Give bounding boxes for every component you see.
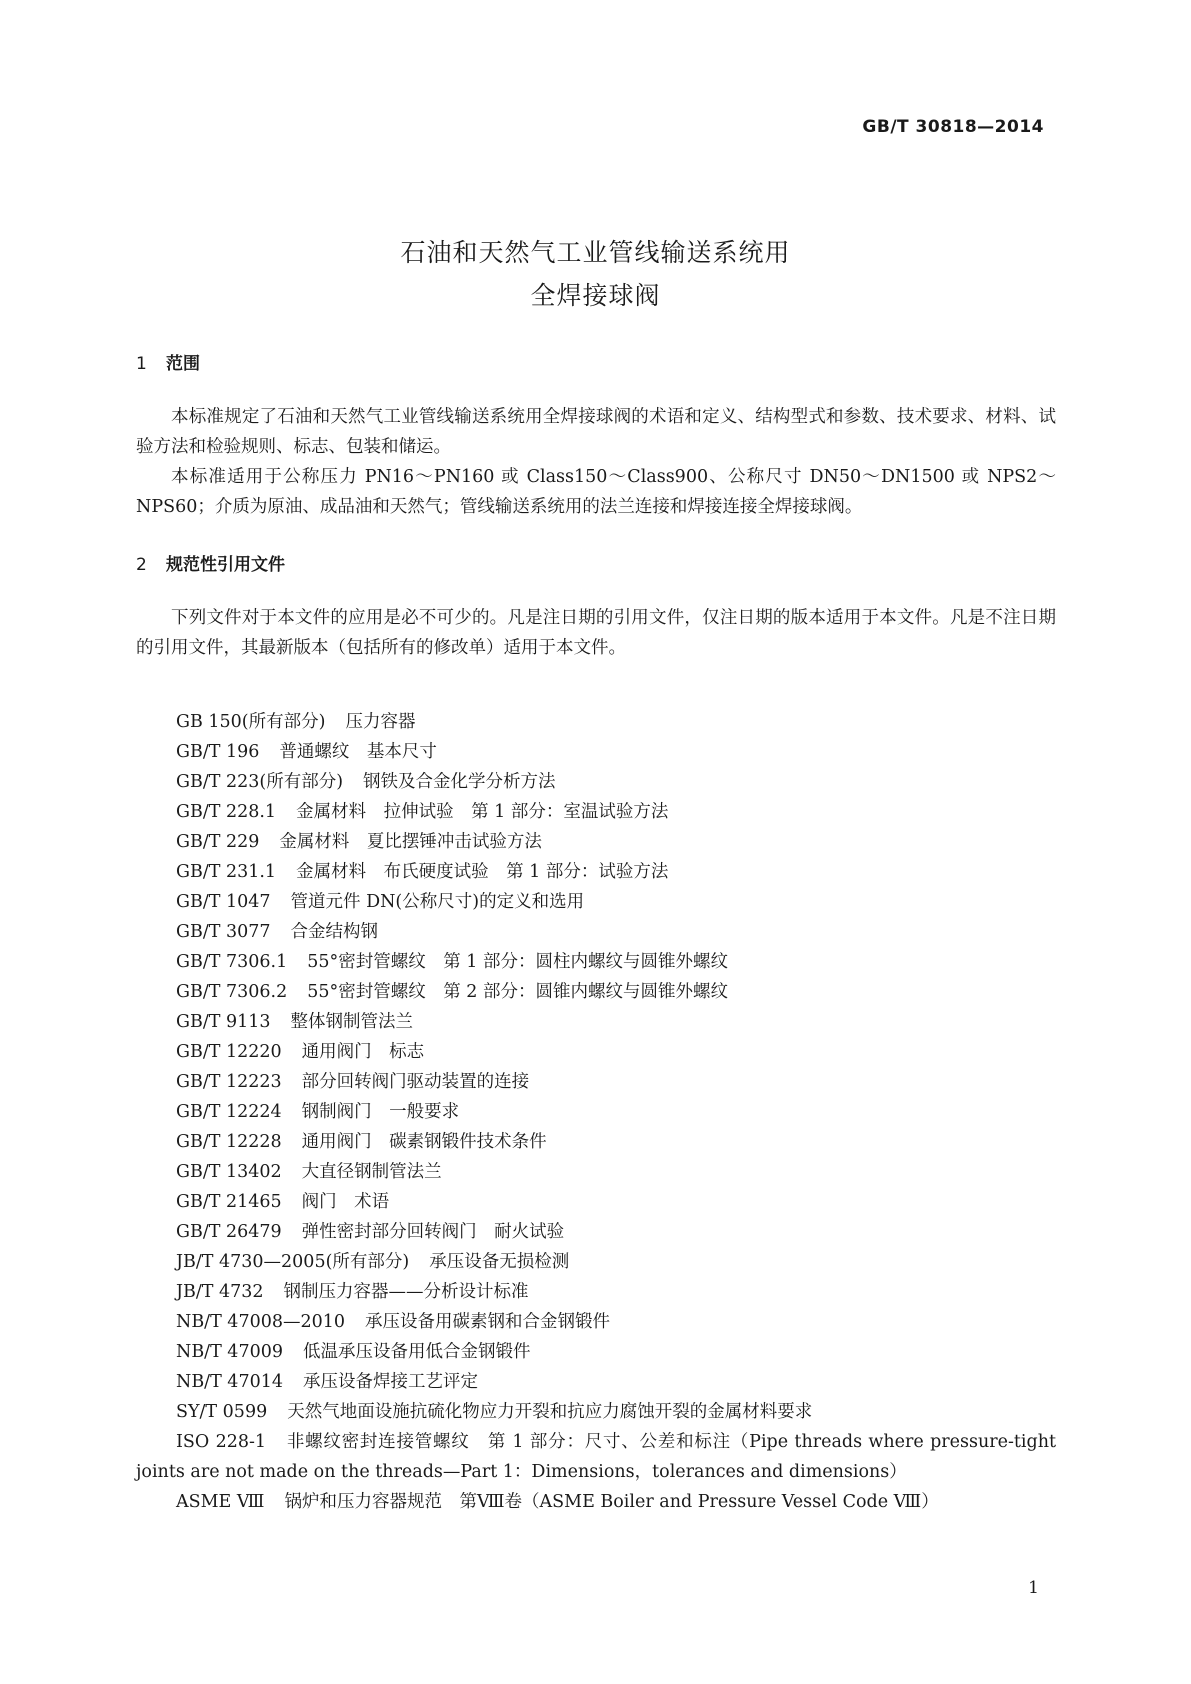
reference-title: 金属材料 拉伸试验 第 1 部分：室温试验方法 <box>296 802 669 822</box>
reference-title: 承压设备用碳素钢和合金钢锻件 <box>365 1312 611 1332</box>
reference-item <box>136 1097 1056 1127</box>
reference-item <box>136 1217 1056 1247</box>
reference-title: 钢铁及合金化学分析方法 <box>363 772 556 792</box>
reference-item <box>136 1037 1056 1067</box>
reference-code: GB/T 229 <box>176 832 260 852</box>
reference-title: 管道元件 DN(公称尺寸)的定义和选用 <box>290 892 585 912</box>
reference-item <box>136 1157 1056 1187</box>
section-2-intro: 下列文件对于本文件的应用是必不可少的。凡是注日期的引用文件，仅注日期的版本适用于本文件。凡是不注日期的引用文件，其最新版本（包括所有的修改单）适用于本文件。 <box>136 608 1056 658</box>
reference-item <box>136 797 1056 827</box>
section-2-heading <box>136 550 285 575</box>
document-title-line-2: 全焊接球阀 <box>530 281 661 310</box>
reference-code: SY/T 0599 <box>176 1402 268 1422</box>
reference-code: GB/T 223(所有部分) <box>176 772 344 792</box>
section-1-paragraph-2: 本标准适用于公称压力 PN16～PN160 或 Class150～Class900、公称尺寸 DN50～DN1500 或 NPS2～NPS60；介质为原油、成品油和天然气；管线输送系统用的法兰连接和焊接连接全焊接球阀。 <box>136 467 1056 517</box>
reference-title: 锅炉和压力容器规范 第Ⅷ卷（ASME Boiler and Pressure Vessel Code Ⅷ） <box>284 1492 939 1512</box>
reference-item <box>136 827 1056 857</box>
reference-item <box>136 1307 1056 1337</box>
section-2-title: 规范性引用文件 <box>166 555 285 575</box>
reference-title: 大直径钢制管法兰 <box>301 1162 442 1182</box>
reference-code: GB/T 21465 <box>176 1192 282 1212</box>
reference-item <box>136 887 1056 917</box>
reference-title: 阀门 术语 <box>301 1192 390 1212</box>
reference-code: GB 150(所有部分) <box>176 712 326 732</box>
normative-references-list <box>136 707 1056 1517</box>
reference-title: 天然气地面设施抗硫化物应力开裂和抗应力腐蚀开裂的金属材料要求 <box>287 1402 813 1422</box>
reference-title: 整体钢制管法兰 <box>290 1012 414 1032</box>
reference-item <box>136 1397 1056 1427</box>
reference-title: 部分回转阀门驱动装置的连接 <box>301 1072 530 1092</box>
reference-code: ASME Ⅷ <box>176 1492 265 1512</box>
reference-code: GB/T 12224 <box>176 1102 282 1122</box>
reference-title: 55°密封管螺纹 第 1 部分：圆柱内螺纹与圆锥外螺纹 <box>307 952 728 972</box>
reference-item <box>136 1487 1056 1517</box>
standard-code: GB/T 30818—2014 <box>862 117 1044 137</box>
section-1-heading <box>136 349 200 374</box>
reference-title: 弹性密封部分回转阀门 耐火试验 <box>301 1222 565 1242</box>
reference-code: JB/T 4732 <box>176 1282 264 1302</box>
document-title-line-1: 石油和天然气工业管线输送系统用 <box>400 238 791 267</box>
section-1-paragraph-1: 本标准规定了石油和天然气工业管线输送系统用全焊接球阀的术语和定义、结构型式和参数、技术要求、材料、试验方法和检验规则、标志、包装和储运。 <box>136 407 1056 457</box>
reference-title: 钢制压力容器——分析设计标准 <box>283 1282 529 1302</box>
reference-item <box>136 707 1056 737</box>
reference-title: 通用阀门 标志 <box>301 1042 425 1062</box>
reference-item <box>136 917 1056 947</box>
reference-code: NB/T 47014 <box>176 1372 283 1392</box>
reference-code: GB/T 3077 <box>176 922 271 942</box>
reference-code: GB/T 7306.1 <box>176 952 288 972</box>
reference-code: GB/T 12223 <box>176 1072 282 1092</box>
reference-code: GB/T 12220 <box>176 1042 282 1062</box>
reference-item <box>136 857 1056 887</box>
reference-code: GB/T 1047 <box>176 892 271 912</box>
reference-code: GB/T 7306.2 <box>176 982 288 1002</box>
section-2-number: 2 <box>136 555 147 575</box>
reference-item <box>136 1007 1056 1037</box>
reference-title: 55°密封管螺纹 第 2 部分：圆锥内螺纹与圆锥外螺纹 <box>307 982 728 1002</box>
section-1-number: 1 <box>136 354 147 374</box>
reference-item <box>136 1337 1056 1367</box>
reference-title: 金属材料 夏比摆锤冲击试验方法 <box>279 832 542 852</box>
page-number: 1 <box>1028 1578 1039 1598</box>
reference-code: GB/T 13402 <box>176 1162 282 1182</box>
reference-item <box>136 737 1056 767</box>
reference-title: 承压设备无损检测 <box>429 1252 570 1272</box>
section-1-title: 范围 <box>166 354 200 374</box>
reference-item <box>136 1277 1056 1307</box>
reference-code: GB/T 228.1 <box>176 802 277 822</box>
reference-title: 承压设备焊接工艺评定 <box>302 1372 478 1392</box>
reference-item <box>136 947 1056 977</box>
reference-title: 金属材料 布氏硬度试验 第 1 部分：试验方法 <box>296 862 669 882</box>
reference-code: GB/T 231.1 <box>176 862 277 882</box>
reference-code: JB/T 4730—2005(所有部分) <box>176 1252 410 1272</box>
reference-item <box>136 1127 1056 1157</box>
reference-code: GB/T 9113 <box>176 1012 271 1032</box>
reference-title: 非螺纹密封连接管螺纹 第 1 部分：尺寸、公差和标注（Pipe threads where pressure-tight joints are not made on the threads—Part 1：Dimensions，tolerances and dimensions） <box>136 1432 1057 1482</box>
reference-code: GB/T 26479 <box>176 1222 282 1242</box>
reference-item <box>136 977 1056 1007</box>
reference-item <box>136 1367 1056 1397</box>
reference-title: 合金结构钢 <box>290 922 379 942</box>
reference-title: 钢制阀门 一般要求 <box>301 1102 460 1122</box>
reference-item <box>136 1247 1056 1277</box>
reference-code: ISO 228-1 <box>176 1432 267 1452</box>
reference-title: 通用阀门 碳素钢锻件技术条件 <box>301 1132 547 1152</box>
reference-code: NB/T 47009 <box>176 1342 283 1362</box>
reference-item <box>136 1067 1056 1097</box>
reference-title: 压力容器 <box>345 712 416 732</box>
reference-title: 低温承压设备用低合金钢锻件 <box>302 1342 531 1362</box>
reference-item <box>136 767 1056 797</box>
reference-item <box>136 1427 1056 1487</box>
reference-code: NB/T 47008—2010 <box>176 1312 346 1332</box>
reference-title: 普通螺纹 基本尺寸 <box>279 742 437 762</box>
reference-code: GB/T 196 <box>176 742 260 762</box>
reference-code: GB/T 12228 <box>176 1132 282 1152</box>
reference-item <box>136 1187 1056 1217</box>
